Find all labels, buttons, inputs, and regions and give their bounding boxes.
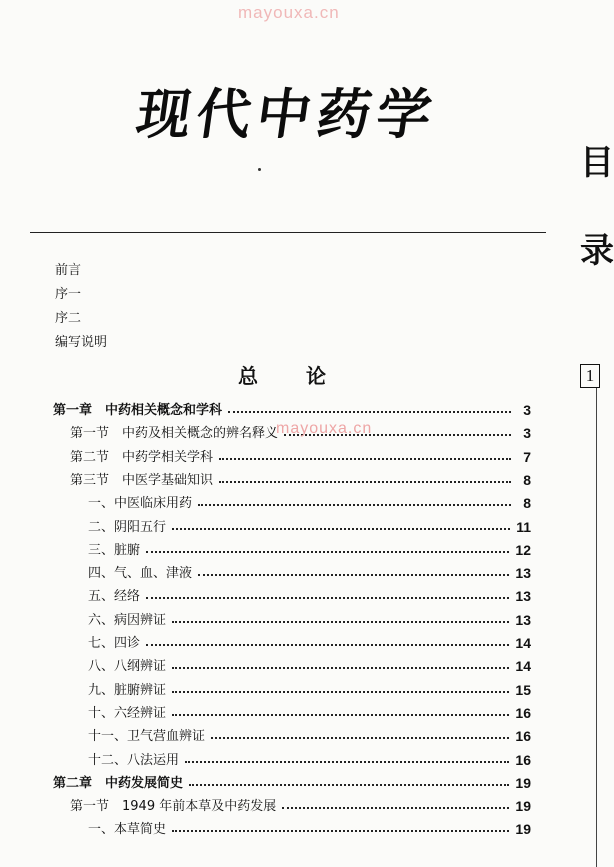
toc-leader-dots [228,411,511,413]
section-heading-left: 总 [238,364,260,388]
toc-leader-dots [172,691,509,693]
toc-leader-dots [211,737,509,739]
toc-entry-section[interactable] [70,468,531,488]
toc-page-number: 14 [515,658,531,674]
toc-page-number: 15 [515,682,531,698]
toc-entry-item[interactable] [88,817,531,837]
section-heading [238,360,328,389]
toc-entry-chapter[interactable] [53,771,531,791]
toc-entry-item[interactable] [88,701,531,721]
toc-entry-label: 十、六经辨证 [88,706,167,721]
toc-page-number: 16 [515,728,531,744]
toc-page-number: 8 [523,495,531,511]
side-heading-char-2: 录 [580,231,614,271]
toc-entry-item[interactable] [88,584,531,604]
toc-entry-item[interactable] [88,678,531,698]
front-matter-item[interactable]: 编写说明 [55,335,108,350]
toc-leader-dots [146,551,509,553]
decorative-dot [258,168,261,171]
toc-entry-label: 第一节 1949 年前本草及中药发展 [70,799,277,814]
toc-entry-label: 第一节 中药及相关概念的辨名释义 [70,426,279,441]
watermark-overlay: mayouxa.cn [276,420,373,437]
toc-page-number: 3 [523,402,531,418]
toc-page-number: 13 [515,612,531,628]
toc-entry-label: 一、本草简史 [88,822,167,837]
toc-leader-dots [219,458,511,460]
toc-leader-dots [198,504,511,506]
toc-entry-label: 第二章 中药发展简史 [53,776,184,791]
front-matter-item[interactable]: 前言 [55,263,82,278]
toc-entry-label: 四、气、血、津液 [88,566,193,581]
toc-entry-label: 第一章 中药相关概念和学科 [53,403,223,418]
toc-leader-dots [198,574,509,576]
toc-entry-item[interactable] [88,491,531,511]
toc-entry-label: 八、八纲辨证 [88,659,167,674]
toc-entry-label: 三、脏腑 [88,543,141,558]
toc-entry-label: 六、病因辨证 [88,613,167,628]
toc-entry-label: 五、经络 [88,589,141,604]
side-page-number: 1 [580,364,600,388]
toc-entry-item[interactable] [88,724,531,744]
side-vertical-rule [596,388,597,867]
toc-entry-label: 七、四诊 [88,636,141,651]
toc-entry-label: 十二、八法运用 [88,753,180,768]
toc-entry-item[interactable] [88,654,531,674]
front-matter-item[interactable]: 序二 [55,311,82,326]
toc-leader-dots [146,644,509,646]
toc-entry-item[interactable] [88,608,531,628]
toc-leader-dots [172,528,510,530]
toc-leader-dots [172,621,509,623]
toc-page-number: 13 [515,588,531,604]
toc-page-number: 12 [515,542,531,558]
toc-page-number: 19 [515,798,531,814]
toc-leader-dots [185,761,509,763]
toc-entry-section[interactable] [70,445,531,465]
toc-entry-label: 十一、卫气营血辨证 [88,729,206,744]
toc-leader-dots [146,597,509,599]
toc-leader-dots [172,714,509,716]
book-title: 现代中药学 [132,82,442,146]
toc-page-number: 7 [523,449,531,465]
toc-page-number: 14 [515,635,531,651]
side-heading-char-1: 目 [580,143,614,183]
toc-leader-dots [172,830,509,832]
toc-page-number: 16 [515,752,531,768]
section-heading-right: 论 [306,364,328,388]
toc-page-number: 8 [523,472,531,488]
toc-page-number: 11 [516,519,531,535]
toc-entry-item[interactable] [88,561,531,581]
toc-entry-label: 九、脏腑辨证 [88,683,167,698]
header-rule [30,232,546,233]
toc-entry-item[interactable] [88,515,531,535]
toc-leader-dots [172,667,509,669]
toc-entry-chapter[interactable] [53,398,531,418]
toc-leader-dots [282,807,509,809]
toc-entry-label: 第三节 中医学基础知识 [70,473,214,488]
toc-entry-section[interactable] [70,794,531,814]
toc-entry-label: 二、阴阳五行 [88,520,167,535]
toc-leader-dots [219,481,511,483]
toc-entry-item[interactable] [88,748,531,768]
toc-entry-item[interactable] [88,631,531,651]
toc-page-number: 19 [515,821,531,837]
toc-entry-item[interactable] [88,538,531,558]
watermark: mayouxa.cn [238,3,340,22]
toc-page-number: 19 [515,775,531,791]
toc-entry-label: 一、中医临床用药 [88,496,193,511]
toc-page-number: 3 [523,425,531,441]
toc-leader-dots [189,784,509,786]
toc-entry-label: 第二节 中药学相关学科 [70,450,214,465]
toc-page-number: 13 [515,565,531,581]
front-matter-item[interactable]: 序一 [55,287,82,302]
toc-page-number: 16 [515,705,531,721]
